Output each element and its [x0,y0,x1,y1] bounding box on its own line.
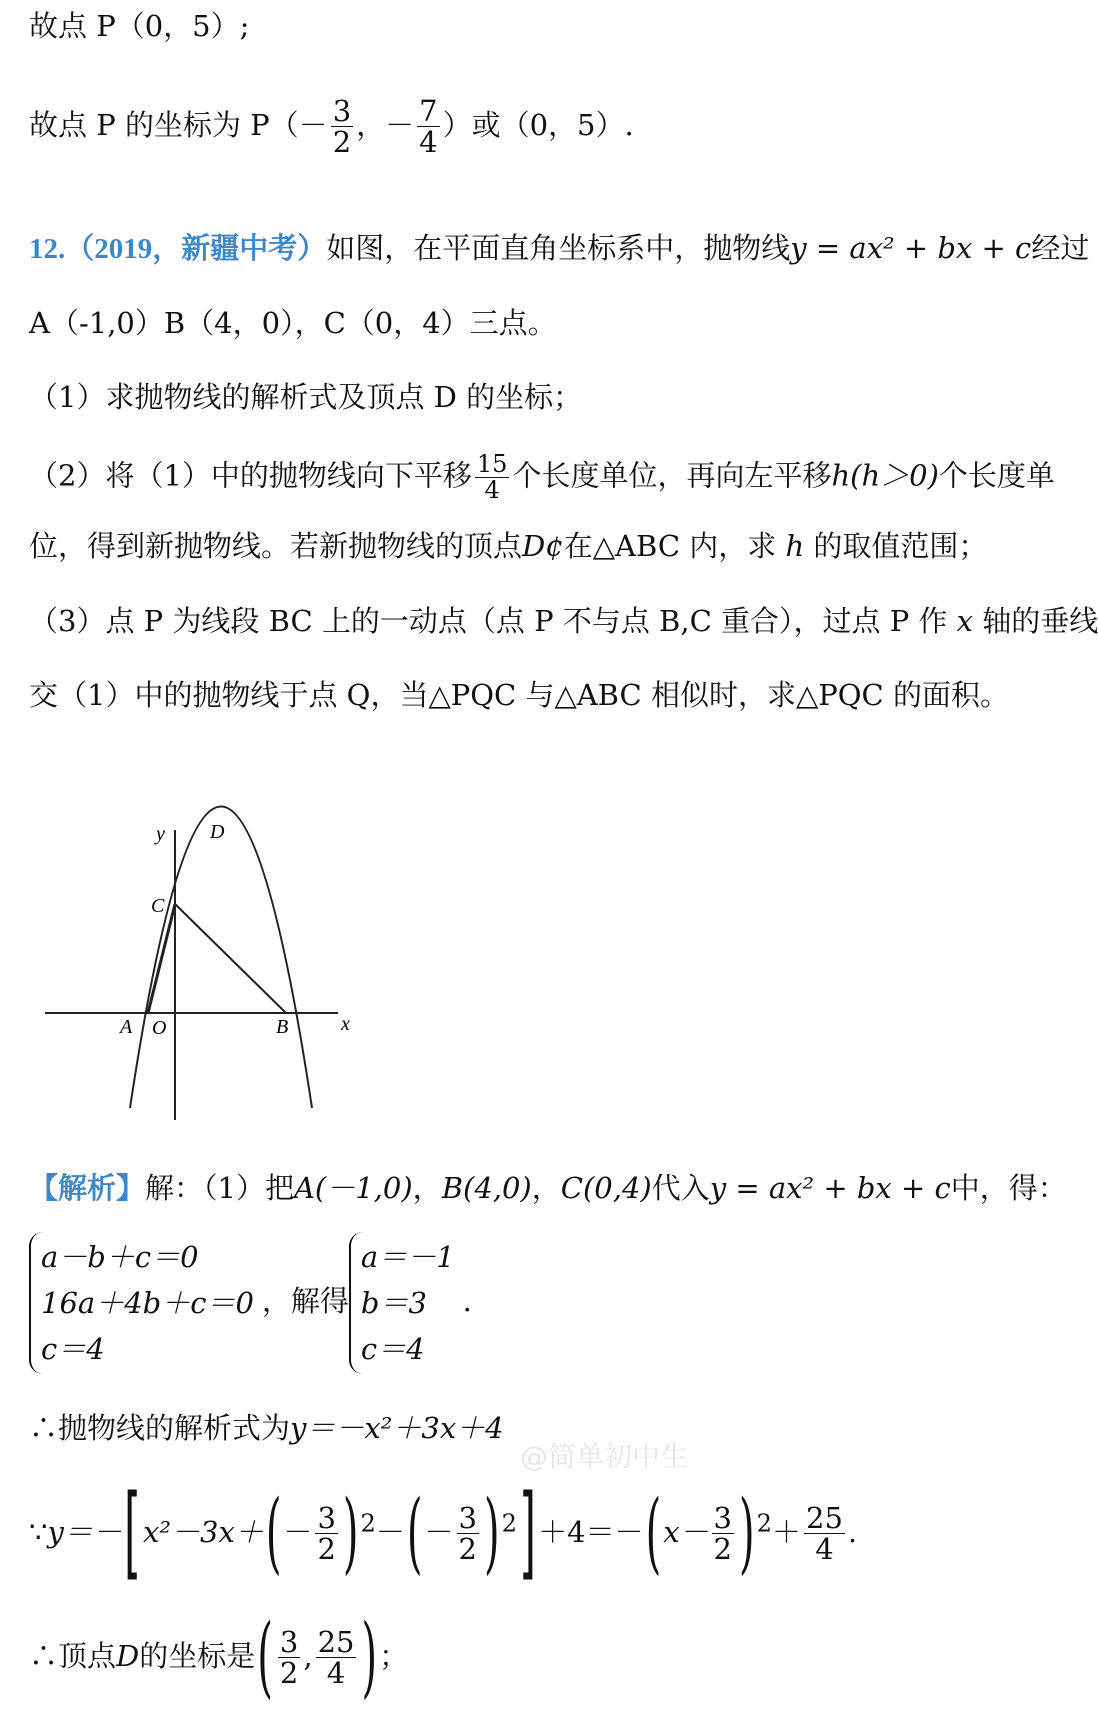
segment-ac [148,904,175,1013]
label-b: B [276,1016,289,1038]
problem-formula: y = ax² + bx + c [790,231,1032,265]
therefore-formula: ∴抛物线的解析式为y＝－x²＋3x＋4 [29,1411,504,1445]
prev-line-2: 故点 P 的坐标为 P（－ $\frac{3}{2}$ ，－ $\frac{7}{4}$ ）或（0，5）. [29,94,634,160]
problem-label: 12.（2019，新疆中考） [29,233,327,265]
parabola-curve [130,807,312,1109]
label-o: O [152,1017,167,1039]
segment-bc [175,904,286,1013]
parabola-figure [30,800,370,1120]
solution-intro: 【解析】解：（1）把A(－1,0)，B(4,0)，C(0,4)代入y = ax² + bx + c中，得： [29,1171,1067,1205]
fraction-15-4: $\frac{15}{4}$ [476,450,508,505]
problem-header: 12.（2019，新疆中考）如图，在平面直角坐标系中，抛物线y = ax² + bx + c经过 [29,231,1090,265]
question-1: （1）求抛物线的解析式及顶点 D 的坐标； [29,380,583,414]
fraction-3-2: $\frac{3}{2}$ [332,94,352,160]
system-solution: a＝－1 b＝3 c＝4 [349,1232,463,1374]
label-a: A [120,1016,133,1038]
equation-system: a－b＋c＝0 16a＋4b＋c＝0 c＝4 ，解得 a＝－1 b＝3 c＝4 . [29,1232,472,1374]
vertex-result: ∴顶点D的坐标是( $\frac{3}{2}$ , $\frac{25}{4}$ )； [29,1607,409,1709]
fraction-7-4: $\frac{7}{4}$ [419,94,438,160]
system-left: a－b＋c＝0 16a＋4b＋c＝0 c＝4 [29,1232,262,1374]
question-3-line-1: （3）点 P 为线段 BC 上的一动点（点 P 不与点 B,C 重合），过点 P 作 x 轴的垂线 [29,604,1098,638]
question-2-line-1: （2）将（1）中的抛物线向下平移 $\frac{15}{4}$ 个长度单位，再向左平移h(h＞0)个长度单 [29,450,1055,505]
analysis-tag: 【解析】 [29,1173,146,1205]
label-x: x [341,1013,350,1035]
vertex-derivation: ∵y＝－[x²－3x＋(－ $\frac{3}{2}$ )$^2$－(－ $\frac{3}{2}$ )$^2$]＋4＝－(x－ $\frac{3}{2}$ )$^2$＋ $\frac{25}{4}$ . [29,1474,858,1592]
problem-points: A（-1,0）B（4，0），C（0，4）三点。 [29,306,557,340]
label-d: D [210,821,225,843]
label-c: C [151,895,165,917]
watermark: @简单初中生 [520,1440,689,1473]
label-y: y [156,823,165,845]
question-2-line-2: 位，得到新抛物线。若新抛物线的顶点D¢在△ABC 内，求 h 的取值范围； [29,529,988,563]
prev-line-1: 故点 P（0，5）; [29,9,250,43]
question-3-line-2: 交（1）中的抛物线于点 Q，当△PQC 与△ABC 相似时，求△PQC 的面积。 [29,678,1009,712]
